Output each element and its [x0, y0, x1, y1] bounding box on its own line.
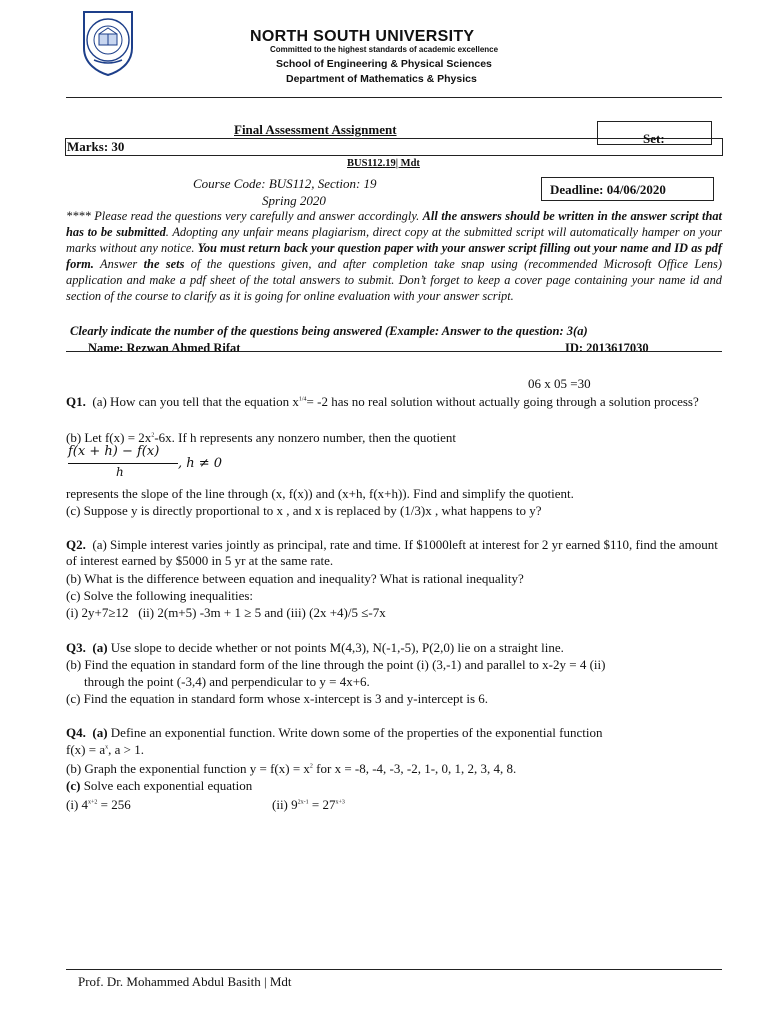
- q4-equation-i: (i) $4^{x+2} = 256$: [66, 797, 131, 812]
- marks-breakdown: 06 x 05 =30: [528, 376, 591, 391]
- assignment-title: Final Assessment Assignment: [234, 122, 397, 137]
- course-code-short: BUS112.19| Mdt: [347, 158, 420, 169]
- q4-part-c: (c) Solve each exponential equation: [66, 778, 253, 793]
- university-logo: [80, 8, 136, 76]
- q3-part-a: Q3. (a) Use slope to decide whether or not points M(4,3), N(-1,-5), P(2,0) lie on a straight line.: [66, 640, 564, 655]
- q1-part-c: (c) Suppose y is directly proportional to x , and x is replaced by (1/3)x , what happens to y?: [66, 503, 542, 518]
- deadline: Deadline: 04/06/2020: [550, 182, 666, 197]
- q1-part-a: Q1. (a) How can you tell that the equation $x^{1/4}= -2$ has no real solution without actually going through a solution process?: [66, 394, 699, 409]
- q3-part-c: (c) Find the equation in standard form whose x-intercept is 3 and y-intercept is 6.: [66, 691, 489, 706]
- q2-part-c: (c) Solve the following inequalities:: [66, 588, 254, 603]
- q4-part-b: (b) Graph the exponential function $y = f(x) = x^2$ for x = -8, -4, -3, -2, 1-, 0, 1, 2, 3, 4, 8.: [66, 761, 517, 776]
- answer-instruction: Clearly indicate the number of the questions being answered (Example: Answer to the question: 3(a): [70, 324, 588, 338]
- q1-part-b-cont: represents the slope of the line through (x, f(x)) and (x+h, f(x+h)). Find and simplify the quotient.: [66, 486, 574, 501]
- student-id: ID: 2013617030: [565, 341, 649, 355]
- student-name: Name: Rezwan Ahmed Rifat: [88, 341, 241, 355]
- q4-part-a: Q4. (a) Define an exponential function. Write down some of the properties of the exponential function: [66, 725, 603, 740]
- q2-part-a: Q2. (a) Simple interest varies jointly as principal, rate and time. If $1000left at interest for 2 yr earned $110, find the amount of interest earned by $5000 in 5 yr at the same rate.: [66, 537, 718, 568]
- department-name: Department of Mathematics & Physics: [286, 73, 477, 85]
- term: Spring 2020: [262, 193, 326, 208]
- marks-label: Marks: 30: [67, 139, 125, 154]
- q4-part-a-cont: $f(x) = a^x$, a > 1.: [66, 742, 144, 757]
- q2-inequalities: (i) 2y+7≥12 (ii) 2(m+5) -3m + 1 ≥ 5 and (iii) (2x +4)/5 ≤-7x: [66, 605, 386, 620]
- header-divider: [66, 97, 722, 98]
- q4-equation-ii: (ii) $9^{2x-1} = 27^{x+3}$: [272, 797, 345, 812]
- school-name: School of Engineering & Physical Sciences: [276, 58, 492, 70]
- instructions: **** Please read the questions very carefully and answer accordingly. All the answers should be written in the answer script that has to be submitted. Adopting any unfair means plagiarism, direct copy at the submitted script will automatically hamper on your marks without any notice. You must return back your question paper with your answer script filling out your name and ID as pdf form. Answer the sets of the questions given, and after completion take snap using (recommended Microsoft Office Lens) application and make a pdf sheet of the total answers to submit. Don’t forget to keep a cover page containing your name id and section of the course to clarify as it is going for online evaluation with your answer script.: [66, 209, 722, 303]
- q1-part-b: (b) Let $f(x) = 2x^2-6x$. If h represents any nonzero number, then the quotient: [66, 430, 456, 445]
- q3-part-b: (b) Find the equation in standard form of the line through the point (i) (3,-1) and parallel to x-2y = 4 (ii): [66, 657, 606, 672]
- footer-professor: Prof. Dr. Mohammed Abdul Basith | Mdt: [78, 974, 292, 989]
- set-label: Set:: [643, 131, 665, 146]
- name-underline: [66, 351, 722, 352]
- university-motto: Committed to the highest standards of academic excellence: [270, 45, 499, 54]
- university-name: NORTH SOUTH UNIVERSITY: [250, 28, 475, 45]
- footer-divider: [66, 969, 722, 970]
- q2-part-b: (b) What is the difference between equation and inequality? What is rational inequality?: [66, 571, 524, 586]
- course-code: Course Code: BUS112, Section: 19: [193, 176, 377, 191]
- q3-part-b-cont: through the point (-3,4) and perpendicular to y = 4x+6.: [84, 674, 370, 689]
